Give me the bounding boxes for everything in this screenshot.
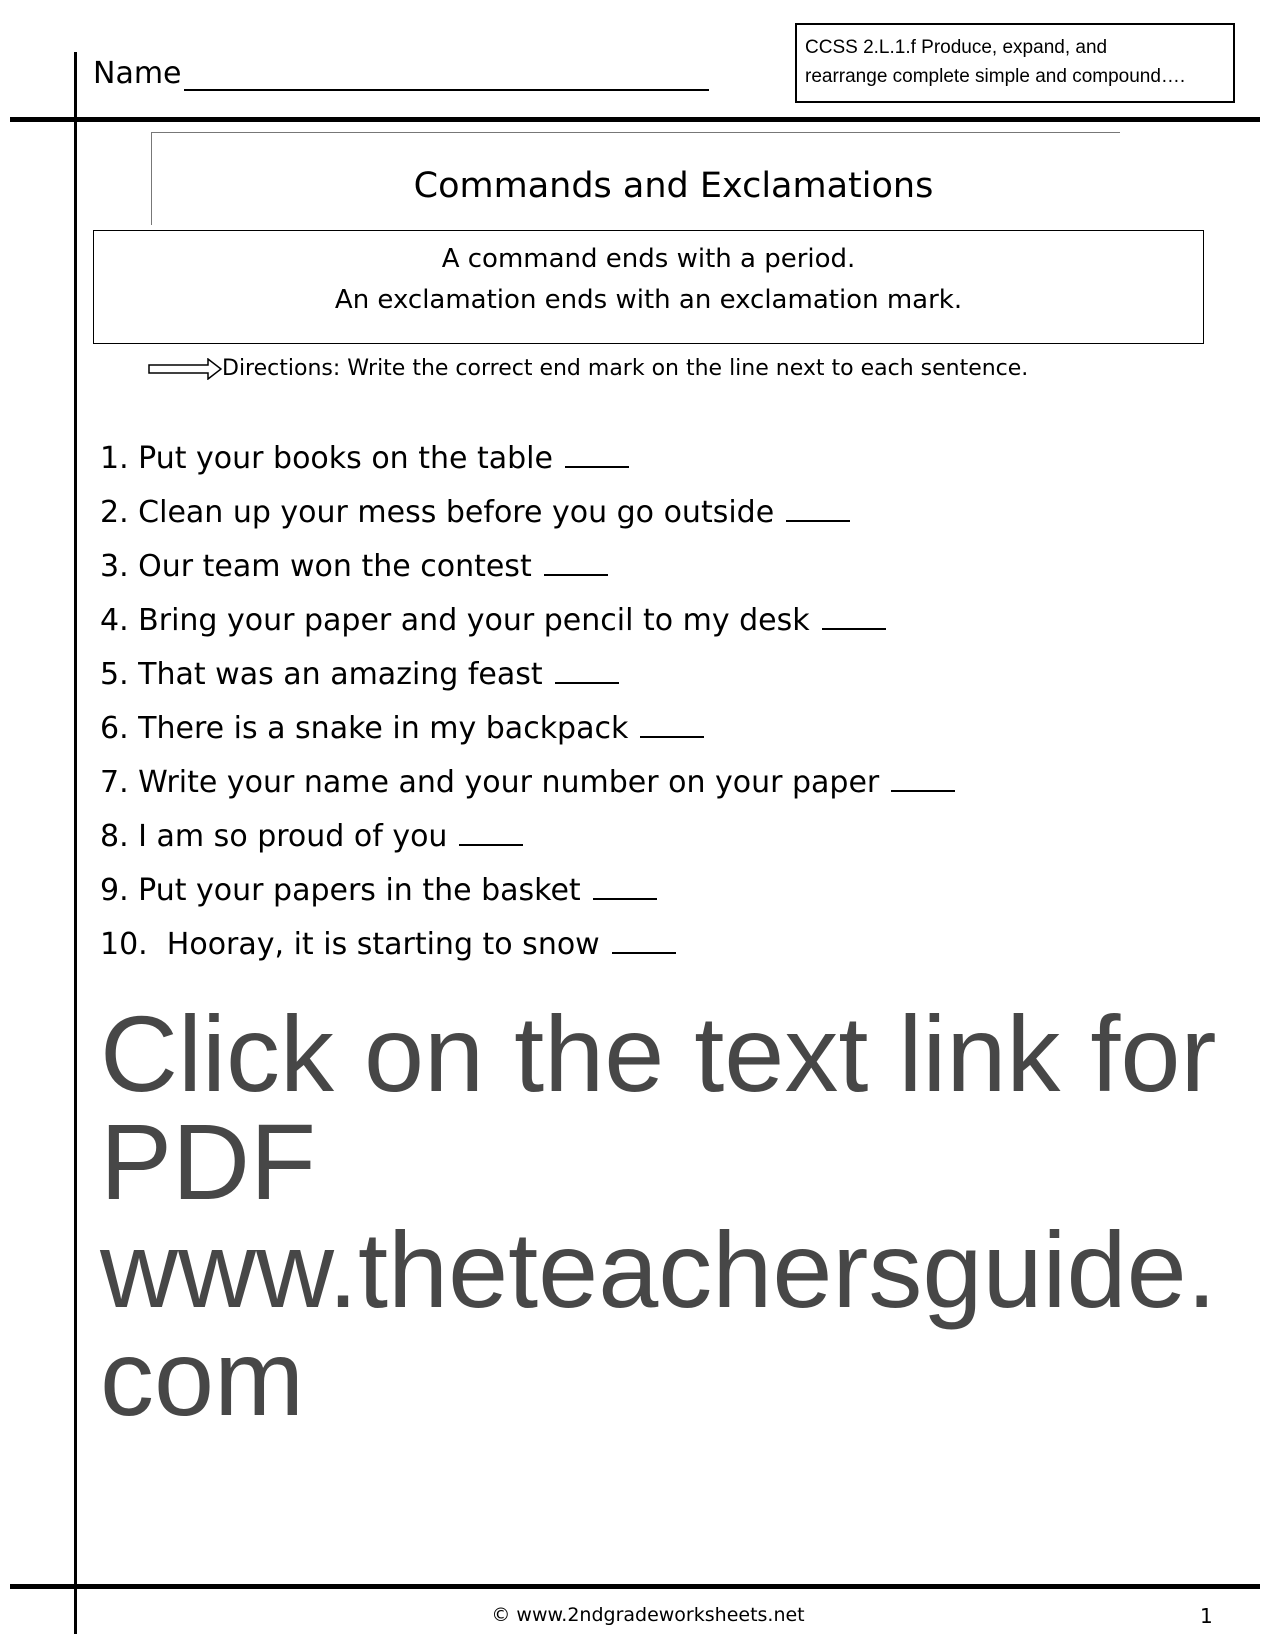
standard-box <box>795 23 1235 103</box>
margin-line <box>74 52 77 1634</box>
list-item <box>100 818 523 856</box>
answer-blank[interactable] <box>640 710 704 738</box>
list-item <box>100 548 608 586</box>
footer-copyright: © www.2ndgradeworksheets.net <box>491 1604 805 1626</box>
list-item <box>100 494 850 532</box>
item-text: 6. There is a snake in my backpack <box>100 711 629 746</box>
item-text: 9. Put your papers in the basket <box>100 873 581 908</box>
list-item <box>100 764 955 802</box>
answer-blank[interactable] <box>459 818 523 846</box>
list-item <box>100 656 619 694</box>
watermark-site-link[interactable]: www.theteachersguide.com <box>100 1209 1217 1438</box>
item-text: 7. Write your name and your number on your paper <box>100 765 880 800</box>
watermark-pdf-link[interactable]: Click on the text link for PDF <box>100 993 1217 1222</box>
arrow-right-icon <box>148 358 222 380</box>
list-item <box>100 872 657 910</box>
name-field[interactable] <box>93 56 709 91</box>
directions <box>148 356 1028 381</box>
list-item <box>100 710 704 748</box>
answer-blank[interactable] <box>786 494 850 522</box>
rule-exclamation: An exclamation ends with an exclamation mark. <box>334 285 963 315</box>
answer-blank[interactable] <box>612 926 676 954</box>
directions-text: Directions: Write the correct end mark on the line next to each sentence. <box>222 356 1029 381</box>
answer-blank[interactable] <box>891 764 955 792</box>
item-text: 10. Hooray, it is starting to snow <box>100 927 600 962</box>
item-text: 3. Our team won the contest <box>100 549 532 584</box>
watermark <box>100 993 1250 1438</box>
answer-blank[interactable] <box>593 872 657 900</box>
standard-line-2: rearrange complete simple and compound…. <box>805 66 1186 87</box>
rule-box <box>93 230 1204 344</box>
page-title: Commands and Exclamations <box>413 166 934 206</box>
page-number: 1 <box>1200 1604 1213 1628</box>
answer-blank[interactable] <box>544 548 608 576</box>
item-text: 1. Put your books on the table <box>100 441 553 476</box>
header-divider <box>10 117 1260 122</box>
answer-blank[interactable] <box>565 440 629 468</box>
answer-blank[interactable] <box>822 602 886 630</box>
footer-divider <box>10 1584 1260 1589</box>
item-text: 5. That was an amazing feast <box>100 657 543 692</box>
list-item <box>100 440 629 478</box>
list-item <box>100 926 676 964</box>
list-item <box>100 602 886 640</box>
standard-line-1: CCSS 2.L.1.f Produce, expand, and <box>805 37 1108 58</box>
item-text: 2. Clean up your mess before you go outside <box>100 495 775 530</box>
name-label: Name <box>93 56 182 91</box>
rule-command: A command ends with a period. <box>441 244 856 274</box>
item-text: 8. I am so proud of you <box>100 819 448 854</box>
answer-blank[interactable] <box>555 656 619 684</box>
item-text: 4. Bring your paper and your pencil to my desk <box>100 603 810 638</box>
name-blank-line[interactable] <box>184 59 709 91</box>
